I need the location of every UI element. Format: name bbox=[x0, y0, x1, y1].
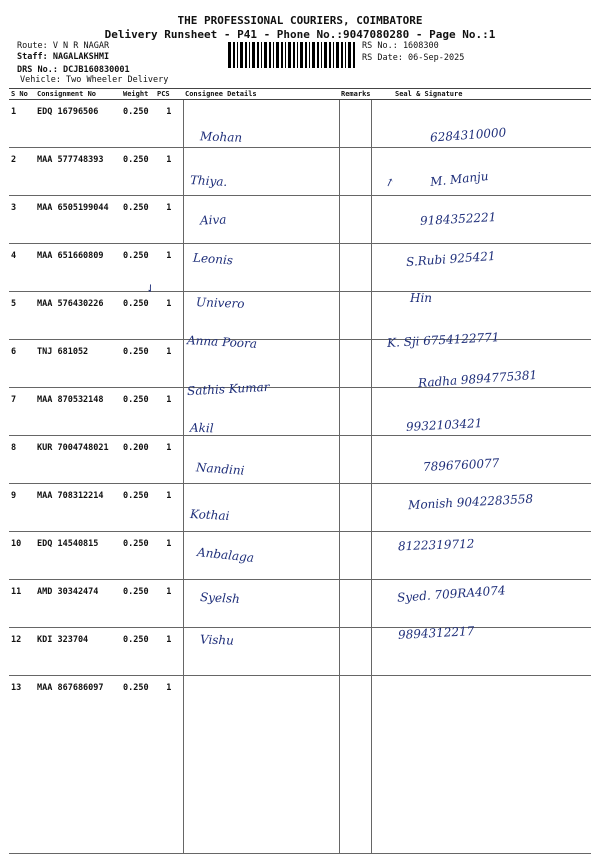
barcode-bar bbox=[297, 42, 298, 68]
barcode-bar bbox=[264, 42, 267, 68]
row-remarks-cell bbox=[339, 532, 371, 580]
row-remarks-cell bbox=[339, 484, 371, 532]
barcode-bar bbox=[324, 42, 327, 68]
route-label: Route: V N R NAGAR bbox=[17, 41, 110, 51]
handwritten-signature: Monish 9042283558 bbox=[407, 491, 534, 513]
barcode-bar bbox=[228, 42, 231, 68]
row-consignment-no: EDQ 16796506 bbox=[35, 100, 121, 148]
row-remarks-cell bbox=[339, 244, 371, 292]
row-sno: 11 bbox=[9, 580, 35, 628]
handwritten-consignee-name: Aiva bbox=[199, 212, 227, 228]
barcode-bar bbox=[261, 42, 262, 68]
handwritten-consignee-name: Thiya. bbox=[189, 173, 228, 189]
barcode-bar bbox=[233, 42, 235, 68]
row-pcs: 1 bbox=[155, 676, 183, 854]
row-weight: 0.250 bbox=[121, 196, 155, 244]
handwritten-consignee-name: Syelsh bbox=[199, 589, 241, 607]
table-row bbox=[9, 196, 591, 244]
row-sno: 6 bbox=[9, 340, 35, 388]
row-weight: 0.250 bbox=[121, 388, 155, 436]
barcode-bar bbox=[333, 42, 334, 68]
row-remarks-cell bbox=[339, 676, 371, 854]
barcode-bar bbox=[237, 42, 238, 68]
col-header-weight: Weight bbox=[121, 89, 155, 100]
col-header-consignment: Consignment No bbox=[35, 89, 121, 100]
runsheet-table bbox=[9, 88, 591, 854]
row-sno: 5 bbox=[9, 292, 35, 340]
tick-mark-icon: ↗ bbox=[383, 174, 397, 191]
row-weight: 0.250 bbox=[121, 628, 155, 676]
runsheet-subtitle: Delivery Runsheet - P41 - Phone No.:9047080280 - Page No.:1 bbox=[104, 28, 496, 41]
handwritten-consignee-name: Nandini bbox=[195, 460, 245, 478]
barcode-bar bbox=[245, 42, 247, 68]
handwritten-signature: Syed. 709RA4074 bbox=[396, 583, 506, 605]
row-weight: 0.250 bbox=[121, 148, 155, 196]
row-weight: 0.200 bbox=[121, 436, 155, 484]
barcode-bar bbox=[240, 42, 243, 68]
handwritten-consignee-name: Leonis bbox=[192, 250, 234, 268]
row-pcs: 1 bbox=[155, 340, 183, 388]
table-header-row bbox=[9, 89, 591, 100]
table-row bbox=[9, 436, 591, 484]
staff-label: Staff: NAGALAKSHMI bbox=[17, 52, 110, 62]
row-pcs: 1 bbox=[155, 196, 183, 244]
handwritten-signature: 8122319712 bbox=[397, 536, 475, 554]
checkmark-icon: ✓ bbox=[143, 280, 159, 297]
handwritten-consignee-name: Mohan bbox=[199, 129, 243, 145]
row-consignment-no: EDQ 14540815 bbox=[35, 532, 121, 580]
barcode-bar bbox=[321, 42, 322, 68]
row-weight: 0.250 bbox=[121, 676, 155, 854]
barcode-bar bbox=[293, 42, 295, 68]
row-weight: 0.250 bbox=[121, 292, 155, 340]
row-sno: 2 bbox=[9, 148, 35, 196]
row-weight: 0.250 bbox=[121, 340, 155, 388]
col-header-pcs: PCS bbox=[155, 89, 183, 100]
col-header-sno: S No bbox=[9, 89, 35, 100]
barcode-bar bbox=[345, 42, 346, 68]
barcode-bar bbox=[257, 42, 259, 68]
row-sno: 7 bbox=[9, 388, 35, 436]
handwritten-consignee-name: Anbalaga bbox=[196, 545, 255, 565]
drs-label: DRS No.: DCJB160830001 bbox=[17, 65, 130, 75]
row-remarks-cell bbox=[339, 580, 371, 628]
row-weight: 0.250 bbox=[121, 484, 155, 532]
handwritten-consignee-name: Vishu bbox=[199, 632, 235, 648]
row-remarks-cell bbox=[339, 292, 371, 340]
barcode-bar bbox=[252, 42, 255, 68]
row-remarks-cell bbox=[339, 436, 371, 484]
row-consignee-cell bbox=[183, 436, 339, 484]
barcode-bar bbox=[273, 42, 274, 68]
table-row bbox=[9, 676, 591, 854]
barcode-bar bbox=[329, 42, 331, 68]
barcode-image bbox=[228, 42, 356, 68]
row-sno: 10 bbox=[9, 532, 35, 580]
row-pcs: 1 bbox=[155, 628, 183, 676]
row-consignment-no: MAA 577748393 bbox=[35, 148, 121, 196]
barcode-bar bbox=[281, 42, 283, 68]
col-header-remarks: Remarks bbox=[341, 90, 371, 98]
table-row bbox=[9, 628, 591, 676]
row-sno: 1 bbox=[9, 100, 35, 148]
row-consignee-cell bbox=[183, 676, 339, 854]
row-consignment-no: MAA 708312214 bbox=[35, 484, 121, 532]
row-pcs: 1 bbox=[155, 580, 183, 628]
table-row bbox=[9, 532, 591, 580]
row-consignment-no: MAA 867686097 bbox=[35, 676, 121, 854]
handwritten-signature: 9932103421 bbox=[405, 416, 483, 434]
handwritten-signature: S.Rubi 925421 bbox=[405, 248, 496, 270]
row-weight: 0.250 bbox=[121, 580, 155, 628]
row-consignee-cell bbox=[183, 148, 339, 196]
row-pcs: 1 bbox=[155, 388, 183, 436]
barcode-bar bbox=[309, 42, 310, 68]
company-title: THE PROFESSIONAL COURIERS, COIMBATORE bbox=[177, 14, 423, 27]
row-consignment-no: MAA 576430226 bbox=[35, 292, 121, 340]
handwritten-consignee-name: Akil bbox=[189, 420, 214, 436]
handwritten-signature: 9894312217 bbox=[397, 624, 475, 642]
row-sno: 8 bbox=[9, 436, 35, 484]
col-header-signature: Seal & Signature bbox=[371, 89, 591, 100]
row-sno: 4 bbox=[9, 244, 35, 292]
row-weight: 0.250 bbox=[121, 100, 155, 148]
row-sno: 3 bbox=[9, 196, 35, 244]
handwritten-signature: 7896760077 bbox=[422, 456, 500, 474]
row-pcs: 1 bbox=[155, 292, 183, 340]
vehicle-label: Vehicle: Two Wheeler Delivery bbox=[20, 75, 169, 85]
row-pcs: 1 bbox=[155, 244, 183, 292]
row-sno: 9 bbox=[9, 484, 35, 532]
handwritten-signature: Radha 9894775381 bbox=[417, 367, 538, 391]
handwritten-signature: 9184352221 bbox=[419, 210, 497, 228]
row-remarks-cell bbox=[339, 628, 371, 676]
row-weight: 0.250 bbox=[121, 532, 155, 580]
handwritten-consignee-name: Kothai bbox=[189, 506, 230, 524]
table-row bbox=[9, 388, 591, 436]
rs-number: RS No.: 1608300 bbox=[362, 41, 439, 51]
row-consignment-no: KUR 7004748021 bbox=[35, 436, 121, 484]
row-sno: 13 bbox=[9, 676, 35, 854]
barcode-bar bbox=[336, 42, 339, 68]
row-pcs: 1 bbox=[155, 148, 183, 196]
row-remarks-cell bbox=[339, 388, 371, 436]
table-row bbox=[9, 148, 591, 196]
row-consignment-no: AMD 30342474 bbox=[35, 580, 121, 628]
row-remarks-cell bbox=[339, 100, 371, 148]
row-consignment-no: MAA 6505199044 bbox=[35, 196, 121, 244]
row-remarks-cell bbox=[339, 196, 371, 244]
handwritten-signature: M. Manju bbox=[429, 168, 490, 190]
barcode-bar bbox=[317, 42, 319, 68]
col-header-consignee: Consignee Details bbox=[183, 89, 339, 100]
row-remarks-cell bbox=[339, 148, 371, 196]
handwritten-consignee-name: Univero bbox=[195, 295, 245, 311]
row-sno: 12 bbox=[9, 628, 35, 676]
row-consignment-no: MAA 870532148 bbox=[35, 388, 121, 436]
rs-date: RS Date: 06-Sep-2025 bbox=[362, 53, 465, 63]
barcode-bar bbox=[348, 42, 351, 68]
row-pcs: 1 bbox=[155, 436, 183, 484]
row-pcs: 1 bbox=[155, 484, 183, 532]
handwritten-consignee-name: Sathis Kumar bbox=[186, 379, 270, 399]
barcode-bar bbox=[300, 42, 303, 68]
barcode-bar bbox=[305, 42, 307, 68]
handwritten-signature: 6284310000 bbox=[429, 125, 507, 145]
row-remarks-cell bbox=[339, 340, 371, 388]
barcode-bar bbox=[249, 42, 250, 68]
row-pcs: 1 bbox=[155, 532, 183, 580]
handwritten-consignee-name: Anna Poora bbox=[186, 333, 258, 351]
handwritten-signature: K. Sji 6754122771 bbox=[386, 330, 500, 350]
barcode-bar bbox=[353, 42, 355, 68]
table-row bbox=[9, 100, 591, 148]
row-pcs: 1 bbox=[155, 100, 183, 148]
barcode-bar bbox=[288, 42, 291, 68]
table-row bbox=[9, 484, 591, 532]
barcode-bar bbox=[285, 42, 286, 68]
row-consignment-no: TNJ 681052 bbox=[35, 340, 121, 388]
barcode-bar bbox=[341, 42, 343, 68]
row-signature-cell bbox=[371, 676, 591, 854]
row-consignment-no: KDI 323704 bbox=[35, 628, 121, 676]
row-weight: 0.250 bbox=[121, 244, 155, 292]
table-row bbox=[9, 244, 591, 292]
row-consignment-no: MAA 651660809 bbox=[35, 244, 121, 292]
table-row bbox=[9, 292, 591, 340]
barcode-bar bbox=[276, 42, 279, 68]
handwritten-signature: Hin bbox=[410, 291, 433, 305]
barcode-bar bbox=[312, 42, 315, 68]
barcode-bar bbox=[269, 42, 271, 68]
